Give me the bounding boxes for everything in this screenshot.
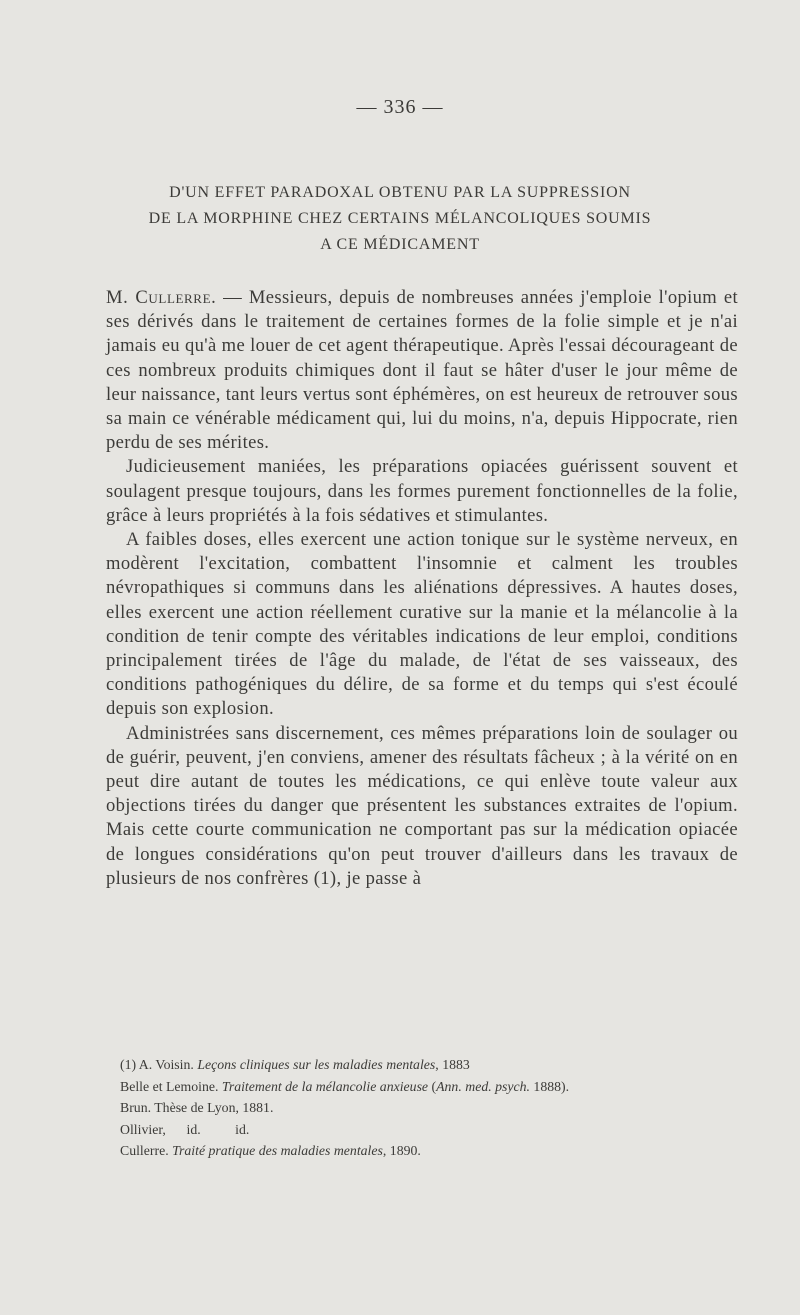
footnote-year: , 1883 (435, 1057, 470, 1072)
page-number: — 336 — (356, 96, 444, 118)
footnotes (120, 1054, 742, 1162)
footnote-year: , 1890. (382, 1143, 421, 1158)
footnote-author: Belle et Lemoine. (120, 1078, 222, 1094)
author-name: M. Cullerre. (106, 287, 217, 308)
footnote-year: 1888). (529, 1078, 570, 1094)
title-line: A CE MÉDICAMENT (320, 236, 480, 253)
footnote-title: Traité pratique des maladies mentales (172, 1143, 383, 1158)
footnote-journal: Ann. med. psych. (436, 1078, 530, 1094)
footnote: Ollivier, id. id. (120, 1121, 250, 1137)
footnote-title: Traitement de la mélancolie anxieuse (221, 1078, 429, 1094)
article-title (60, 180, 740, 258)
paragraph-text: — Messieurs, depuis de nombreuses années j'emploie l'opium et ses dérivés dans le traitement de certaines formes de la folie simple et je n'ai jamais eu qu'à me louer de cet agent thérapeutique. Après l'essai décourageant de ces nombreux produits chimiques dont il faut se hâter d'user le jour même de leur naissance, tant leurs vertus sont éphémères, on est heureux de retrouver sous sa main ce vénérable médicament qui, lui du moins, n'a, depuis Hippocrate, rien perdu de ses mérites. (106, 287, 739, 454)
title-line: D'UN EFFET PARADOXAL OBTENU PAR LA SUPPRESSION (169, 184, 631, 201)
footnote (120, 1140, 742, 1162)
title-line: DE LA MORPHINE CHEZ CERTAINS MÉLANCOLIQUES SOUMIS (148, 210, 652, 227)
footnote-punct: ( (428, 1078, 437, 1094)
footnote: Brun. Thèse de Lyon, 1881. (120, 1100, 274, 1115)
paragraph: Judicieusement maniées, les préparations opiacées guérissent souvent et soulagent presque toujours, dans les formes purement fonctionnelles de la folie, grâce à leurs propriétés à la fois sédatives et stimulantes. (106, 456, 738, 526)
footnote (120, 1076, 742, 1098)
paragraph (106, 286, 738, 455)
paragraph: A faibles doses, elles exercent une action tonique sur le système nerveux, en modèrent l'excitation, combattent l'insomnie et calment les troubles névropathiques si communs dans les aliénations dépressives. A hautes doses, elles exercent une action réellement curative sur la manie et la mélancolie à la condition de tenir compte des véritables indications de leur emploi, conditions principalement tirées de l'âge du malade, de l'état de ses vaisseaux, des conditions pathogéniques du délire, de sa forme et du temps qui s'est écoulé depuis son explosion. (106, 529, 738, 720)
footnote-author: Cullerre. (120, 1143, 173, 1158)
paragraph: Administrées sans discernement, ces mêmes préparations loin de soulager ou de guérir, peuvent, j'en conviens, amener des résultats fâcheux ; à la vérité on en peut dire autant de toutes les médications, ce qui enlève toute valeur aux objections tirées du danger que présentent les substances extraites de l'opium. Mais cette courte communication ne comportant pas sur la médication opiacée de longues considérations qu'on peut trouver d'ailleurs dans les travaux de plusieurs de nos confrères (1), je passe à (106, 722, 738, 889)
article-body (106, 286, 738, 891)
footnote (120, 1054, 742, 1076)
footnote-author: (1) A. Voisin. (120, 1057, 198, 1072)
footnote-title: Leçons cliniques sur les maladies mentales (197, 1057, 436, 1072)
